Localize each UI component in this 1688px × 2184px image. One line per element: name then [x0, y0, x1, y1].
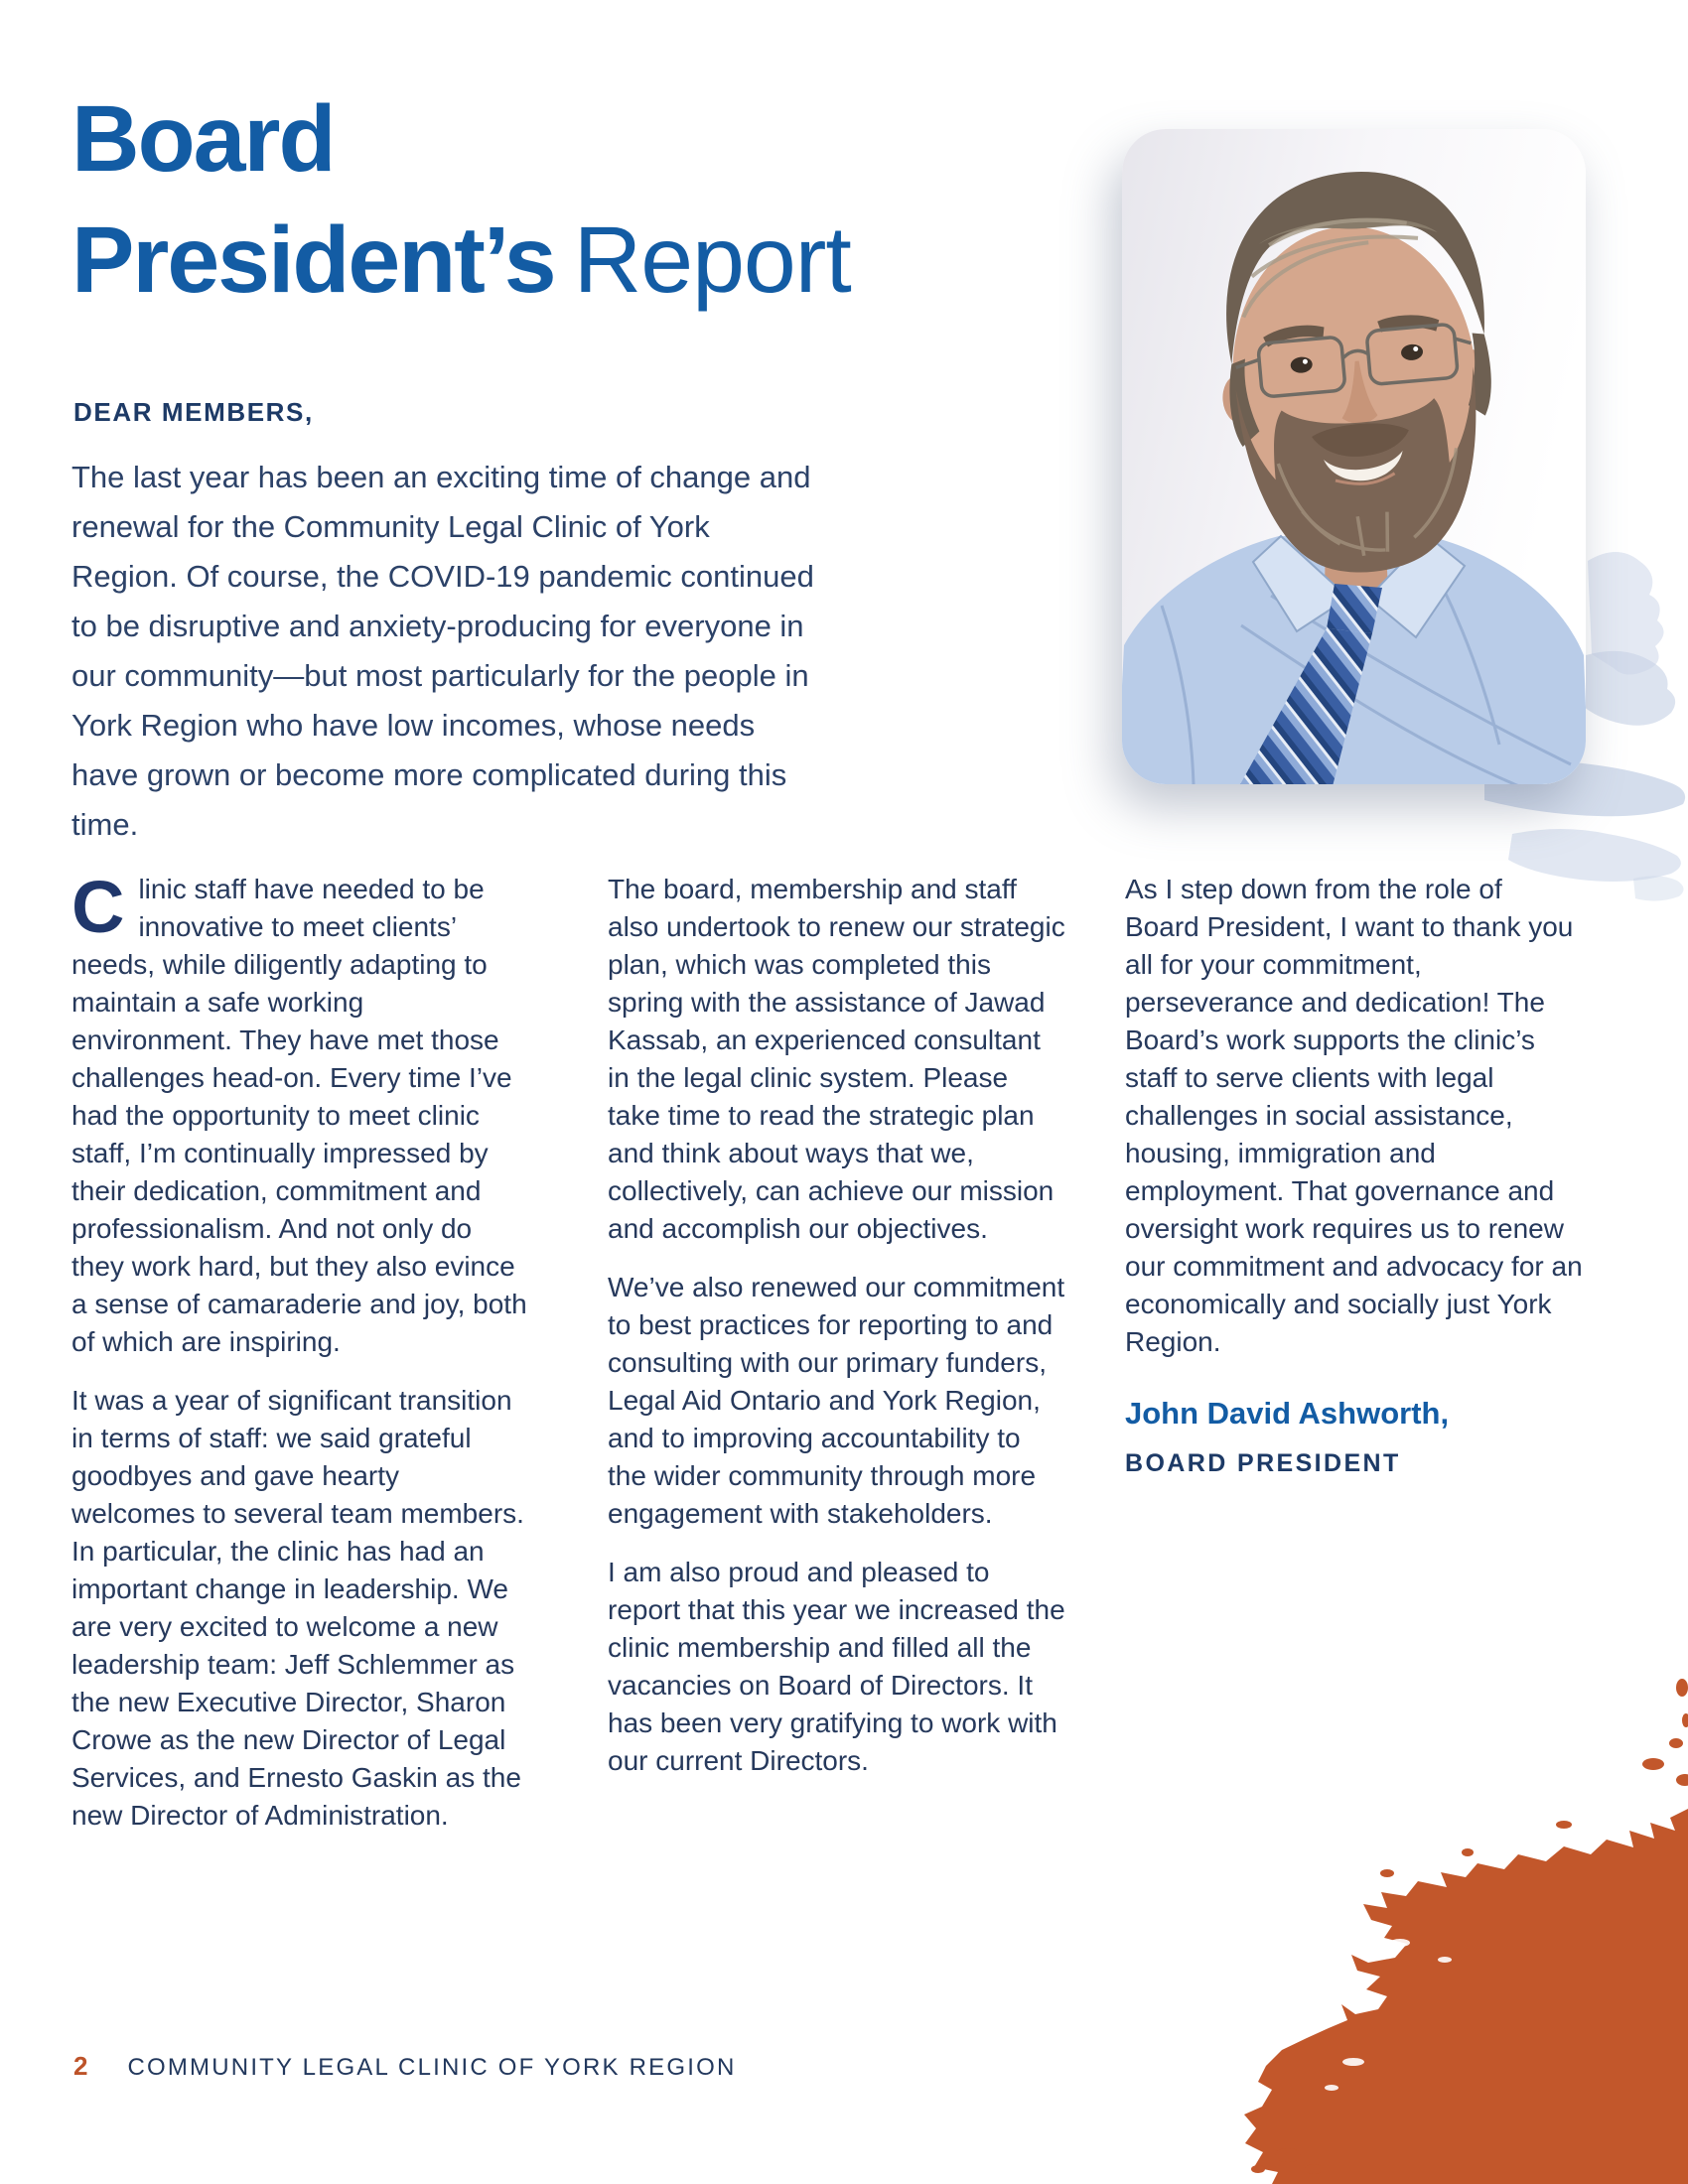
body-paragraph: I am also proud and pleased to report that this year we increased the clinic membership and filled all the vacancies on Board of Directors. It has been very gratifying to work with our current Directors. [608, 1557, 1065, 1776]
footer-title: COMMUNITY LEGAL CLINIC OF YORK REGION [127, 2054, 737, 2081]
watercolor-splash-orange [1236, 1613, 1688, 2184]
signature-name: John David Ashworth, [1125, 1396, 1450, 1431]
page-number: 2 [73, 2051, 88, 2081]
orange-splash-graphic [1236, 1613, 1688, 2184]
salutation: DEAR MEMBERS, [73, 397, 314, 427]
paragraph-text: linic staff have needed to be innovative to meet clients’ needs, while diligently adapting to maintain a safe working environment. They have met those challenges head-on. Every time I’ve had the opportunity to meet clinic staff, I’m continually impressed by their dedication, commitment and professionalism. And not only do they work hard, but they also evince a sense of camaraderie and joy, both of which are inspiring. [71, 874, 527, 1357]
body-paragraph: We’ve also renewed our commitment to best practices for reporting to and consulting with our primary funders, Legal Aid Ontario and York Region, and to improving accountability to the wider community through more engagement with stakeholders. [608, 1272, 1065, 1529]
body-paragraph [71, 866, 530, 1361]
title-line-2-light: Report [573, 206, 851, 313]
drop-cap: C [71, 866, 125, 948]
president-photo [1122, 129, 1586, 784]
page-footer [73, 2051, 737, 2082]
body-paragraph: It was a year of significant transition in terms of staff: we said grateful goodbyes and gave hearty welcomes to several team members. In particular, the clinic has had an important change in leadership. We are very excited to welcome a new leadership team: Jeff Schlemmer as the new Executive Director, Sharon Crowe as the new Director of Legal Services, and Ernesto Gaskin as the new Director of Administration. [71, 1385, 524, 1831]
title-line-1: Board [71, 86, 335, 192]
signature-role: BOARD PRESIDENT [1125, 1449, 1401, 1477]
column-3 [1125, 871, 1584, 1482]
page-title [71, 79, 851, 321]
body-paragraph: As I step down from the role of Board President, I want to thank you all for your commitment, perseverance and dedication! The Board’s work supports the clinic’s staff to serve clients with legal challenges in social assistance, housing, immigration and employment. That governance and oversight work requires us to renew our commitment and advocacy for an economically and socially just York Region. [1125, 874, 1583, 1357]
title-line-2 [71, 201, 851, 322]
column-1 [71, 866, 530, 1855]
title-line-2-bold: President’s [71, 206, 555, 313]
body-paragraph: The board, membership and staff also undertook to renew our strategic plan, which was completed this spring with the assistance of Jawad Kassab, an experienced consultant in the legal clinic system. Please take time to read the strategic plan and think about ways that we, collectively, can achieve our mission and accomplish our objectives. [608, 874, 1065, 1244]
column-2 [608, 871, 1066, 1801]
portrait-illustration [1122, 129, 1586, 784]
intro-paragraph: The last year has been an exciting time of change and renewal for the Community Legal Clinic of York Region. Of course, the COVID-19 pandemic continued to be disruptive and anxiety-producing for everyone in our community—but most particularly for the people in York Region who have low incomes, whose needs have grown or become more complicated during this time. [71, 460, 814, 842]
